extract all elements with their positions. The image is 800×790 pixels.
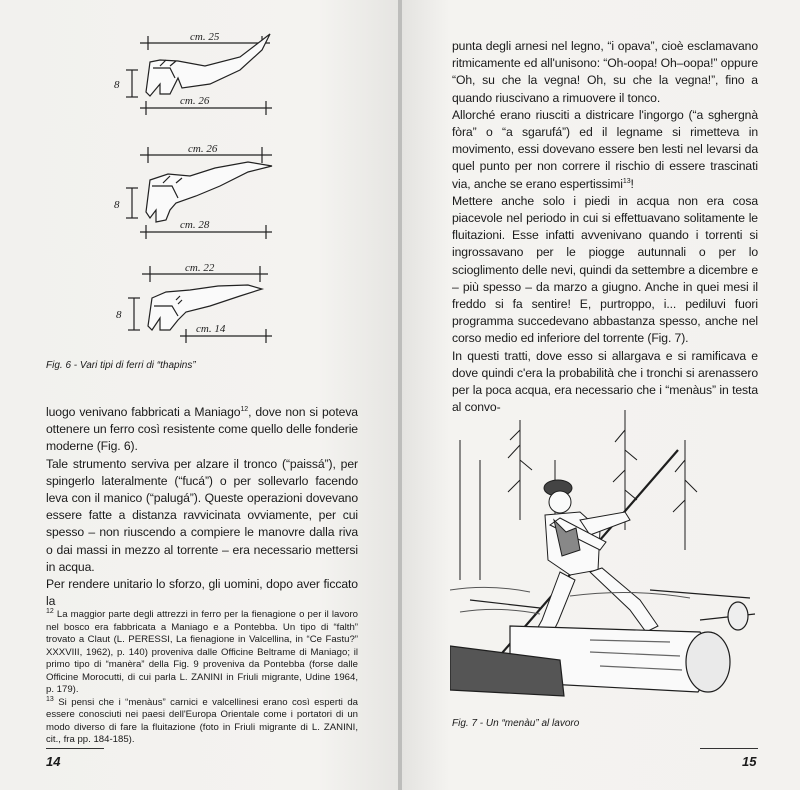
dim-label-tool1-bottom: cm. 26 bbox=[180, 95, 210, 107]
paragraph: Tale strumento serviva per alzare il tronco (“paissá”), per spingerlo lateralmente (“fucá”) o per sollevarlo facendo leva con il manico (“palugá”). Queste operazioni dovevano essere fatte a distanza ravvicinata ovviamente, per cui spesso – non riuscendo a compiere le manovre dalla riva o dai massi in mezzo al torrente – era necessario mettersi in acqua. bbox=[46, 456, 358, 574]
dim-label-tool3-bottom: cm. 14 bbox=[196, 323, 226, 335]
footnotes bbox=[46, 609, 358, 747]
paragraph: luogo venivano fabbricati a Maniago$^{12}$, dove non si poteva ottenere un ferro così resistente come quello delle fonderie moderne (Fig. 6). bbox=[46, 405, 358, 454]
footnote: $^{12}$ La maggior parte degli attrezzi in ferro per la fienagione o per il lavoro nel bosco era fabbricata a Maniago e a Pontebba. Un tipo di “falth” trovato a Claut (L. PERESSI, La fienagione in Valcellina, in “Ce Fastu?” XXXVIII, 1962), p. 140) proveniva dalle Officine Beltrame di Maniago; il primo tipo di “manèra” della Fig. 9 proveniva da Pontebba (forse dalle Officine Morocutti, di cui parla L. ZANINI in Friuli migrante, Udine 1964, p. 179). bbox=[46, 607, 358, 695]
left-body-text bbox=[46, 404, 358, 610]
log-driver-figure bbox=[532, 480, 658, 642]
paragraph: Allorché erano riusciti a districare l'ingorgo (“a sghergnà fòra” o “a sgarufá”) ed il legname si rimetteva in movimento, essi dovevano essere ben lesti nel levarsi da quel punto per non correre il rischio di essere trascinati via, anche se erano espertissimi$^{13}$! bbox=[452, 107, 758, 191]
right-body-text bbox=[452, 38, 758, 416]
logs bbox=[450, 590, 755, 696]
footnote: $^{13}$ Si pensi che i “menàus” carnici e valcellinesi erano così esperti da essere conosciuti nei paesi dell'Europa Orientale come i portatori di un modo diverso di fare la fluitazione (foto in Friuli migrante di L. ZANINI, cit., fra pp. 184-185). bbox=[46, 695, 358, 745]
dim-label-tool3-height: 8 bbox=[116, 309, 122, 321]
dim-label-tool2-top: cm. 26 bbox=[188, 143, 218, 155]
page-number-rule bbox=[46, 748, 104, 749]
figure-7-caption: Fig. 7 - Un “menàu” al lavoro bbox=[452, 718, 580, 729]
page-number-rule bbox=[700, 748, 758, 749]
left-page bbox=[0, 0, 398, 790]
right-page bbox=[402, 0, 800, 790]
dim-label-tool1-top: cm. 25 bbox=[190, 31, 220, 43]
dim-label-tool2-bottom: cm. 28 bbox=[180, 219, 210, 231]
paragraph: Mettere anche solo i piedi in acqua non era cosa piacevole nel periodo in cui si effettuavano solitamente le fluitazioni. Esse infatti avvenivano quando i torrenti si ingrossavano per le piogge autunnali o per lo scioglimento delle nevi, quindi da settembre a dicembre e – più spesso – da marzo a giugno. Anche in quei mesi il freddo si fa sentire! E, purtroppo, i... pediluvi fuori programma succedevano abbastanza spesso, anche nel corso medio ed inferiore del torrente (Fig. 7). bbox=[452, 193, 758, 346]
paragraph: Per rendere unitario lo sforzo, gli uomini, dopo aver ficcato la bbox=[46, 577, 358, 609]
page-number: 14 bbox=[46, 754, 61, 769]
paragraph: In questi tratti, dove esso si allargava e si ramificava e dove quindi c'era la probabilità che i tronchi si arenassero per la poca acqua, era necessario che i “menàus” in testa al convo- bbox=[452, 348, 758, 415]
figure-6-caption: Fig. 6 - Vari tipi di ferri di “thapins” bbox=[46, 360, 196, 371]
tool-diagram-figure bbox=[0, 0, 398, 370]
log-driver-illustration bbox=[450, 400, 760, 710]
dim-label-tool3-top: cm. 22 bbox=[185, 262, 215, 274]
dim-label-tool2-height: 8 bbox=[114, 199, 120, 211]
paragraph: punta degli arnesi nel legno, “i opava”, cioè esclamavano ritmicamente ed all'unisono: “Oh-oopa! Oh–oopa!” oppure “Oh, su che la vegna! Oh, su che la vegna!”, fino a quando riuscivano a rimuovere il tonco. bbox=[452, 39, 758, 105]
page-number: 15 bbox=[742, 754, 757, 769]
dim-label-tool1-height: 8 bbox=[114, 79, 120, 91]
